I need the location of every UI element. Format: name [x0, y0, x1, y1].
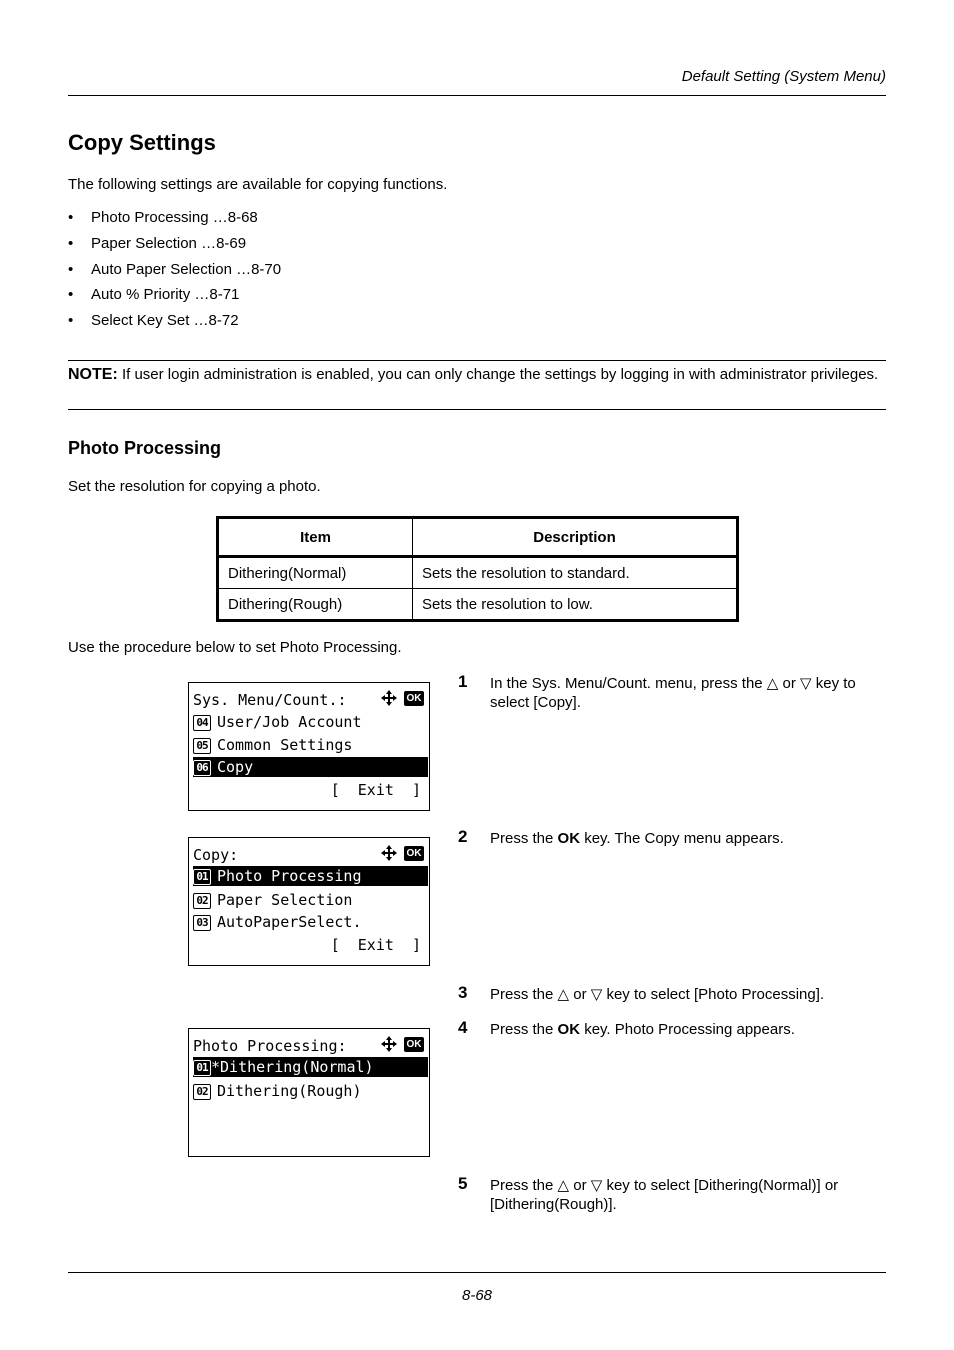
table-header: Description — [413, 518, 738, 557]
lcd-item-label: *Dithering(Normal) — [211, 1058, 374, 1076]
header-rule — [68, 95, 886, 96]
list-item-text: Auto Paper Selection …8-70 — [91, 260, 282, 278]
table-cell: Dithering(Rough) — [218, 589, 413, 621]
ok-key-icon: OK — [404, 691, 424, 706]
table-row — [218, 557, 738, 589]
item-number-icon: 01 — [193, 1060, 211, 1076]
bullet-glyph: • — [68, 209, 74, 226]
page-number: 8-68 — [461, 1287, 493, 1304]
step-text: Press the △ or ▽ key to select [Photo Processing]. — [490, 986, 825, 1003]
lcd-menu-item-selected — [193, 866, 428, 886]
list-item — [68, 235, 281, 261]
step-number: 1 — [458, 672, 468, 691]
lcd-menu-item — [193, 890, 429, 910]
lcd-title: Copy: — [193, 846, 239, 864]
step-text: Press the △ or ▽ key to select [Dithering(Normal)] or [Dithering(Rough)]. — [490, 1177, 839, 1213]
lcd-exit-softkey: [ Exit ] — [330, 936, 421, 954]
step-text-part: key. The Copy menu appears. — [580, 830, 784, 847]
lcd-menu-item — [193, 912, 429, 932]
bullet-glyph: • — [68, 260, 74, 278]
item-number-icon: 05 — [193, 738, 211, 754]
note-rule-top — [68, 360, 886, 361]
list-item-text: Paper Selection …8-69 — [91, 234, 247, 252]
note-label: NOTE: — [68, 366, 118, 383]
lcd-screen-copy — [188, 837, 430, 966]
list-item — [68, 312, 281, 338]
section-heading: Photo Processing — [68, 438, 222, 458]
lcd-item-label: Common Settings — [217, 736, 353, 754]
lcd-title: Photo Processing: — [193, 1037, 347, 1055]
list-item-text: Auto % Priority …8-71 — [91, 286, 240, 304]
settings-table — [216, 516, 739, 622]
footer-rule — [68, 1272, 886, 1273]
running-header: Default Setting (System Menu) — [681, 68, 886, 85]
step-number: 2 — [458, 827, 468, 846]
table-cell: Sets the resolution to low. — [413, 589, 738, 621]
item-number-icon: 02 — [193, 893, 211, 909]
step-text-part: Press the — [490, 830, 558, 847]
lcd-icons — [380, 689, 424, 707]
table-header-row — [218, 518, 738, 557]
table-cell: Dithering(Normal) — [218, 557, 413, 589]
list-item — [68, 286, 281, 312]
lcd-menu-item — [193, 1081, 429, 1101]
item-number-icon: 04 — [193, 715, 211, 731]
lcd-screen-photo-processing — [188, 1028, 430, 1157]
step-text — [490, 1020, 890, 1039]
list-item-text: Photo Processing …8-68 — [91, 209, 258, 226]
four-way-arrow-icon — [380, 844, 398, 862]
note-text: If user login administration is enabled, you can only change the settings by logging in with administrator privileges. — [117, 366, 879, 383]
lcd-item-label: Paper Selection — [217, 891, 353, 909]
ok-key-icon: OK — [404, 1037, 424, 1052]
step-number: 4 — [458, 1018, 468, 1037]
step-number: 5 — [458, 1174, 468, 1193]
ok-key-icon: OK — [404, 846, 424, 861]
lcd-icons — [380, 844, 424, 862]
lcd-item-label: Copy — [217, 758, 254, 776]
lcd-item-label: Photo Processing — [217, 867, 362, 885]
page-title: Copy Settings — [68, 130, 216, 155]
lcd-item-label: AutoPaperSelect. — [217, 913, 362, 931]
ok-key-label: OK — [557, 830, 581, 847]
note-box — [68, 365, 886, 384]
item-number-icon: 06 — [193, 760, 211, 776]
lcd-menu-item-selected — [193, 757, 428, 777]
bullet-glyph: • — [68, 312, 74, 330]
step-text-part: key. Photo Processing appears. — [580, 1021, 795, 1038]
lcd-screen-sys-menu — [188, 682, 430, 811]
table-header: Item — [218, 518, 413, 557]
list-item-text: Select Key Set …8-72 — [91, 312, 239, 330]
bullet-glyph: • — [68, 234, 74, 252]
step-text — [490, 829, 890, 848]
lcd-menu-item-selected — [193, 1057, 428, 1077]
table-cell: Sets the resolution to standard. — [422, 564, 630, 582]
ok-key-label: OK — [557, 1021, 581, 1038]
item-number-icon: 01 — [193, 869, 211, 885]
item-number-icon: 03 — [193, 915, 211, 931]
step-number: 3 — [458, 983, 468, 1002]
list-item — [68, 261, 281, 287]
step-text: In the Sys. Menu/Count. menu, press the △ or ▽ key to select [Copy]. — [490, 675, 856, 711]
four-way-arrow-icon — [380, 689, 398, 707]
lcd-item-label: Dithering(Rough) — [217, 1082, 362, 1100]
note-rule-bottom — [68, 409, 886, 410]
section-intro: Set the resolution for copying a photo. — [68, 478, 321, 495]
lcd-icons — [380, 1035, 424, 1053]
step-text-part: Press the — [490, 1021, 558, 1038]
lcd-menu-item — [193, 712, 429, 732]
table-row — [218, 589, 738, 621]
settings-list — [68, 209, 281, 338]
lcd-exit-softkey: [ Exit ] — [330, 781, 421, 799]
lcd-title: Sys. Menu/Count.: — [193, 691, 347, 709]
four-way-arrow-icon — [380, 1035, 398, 1053]
list-item — [68, 209, 281, 235]
lcd-menu-item — [193, 735, 429, 755]
procedure-intro: Use the procedure below to set Photo Processing. — [68, 639, 402, 656]
lcd-item-label: User/Job Account — [217, 713, 362, 731]
bullet-glyph: • — [68, 286, 74, 304]
item-number-icon: 02 — [193, 1084, 211, 1100]
intro-text: The following settings are available for copying functions. — [68, 176, 448, 193]
